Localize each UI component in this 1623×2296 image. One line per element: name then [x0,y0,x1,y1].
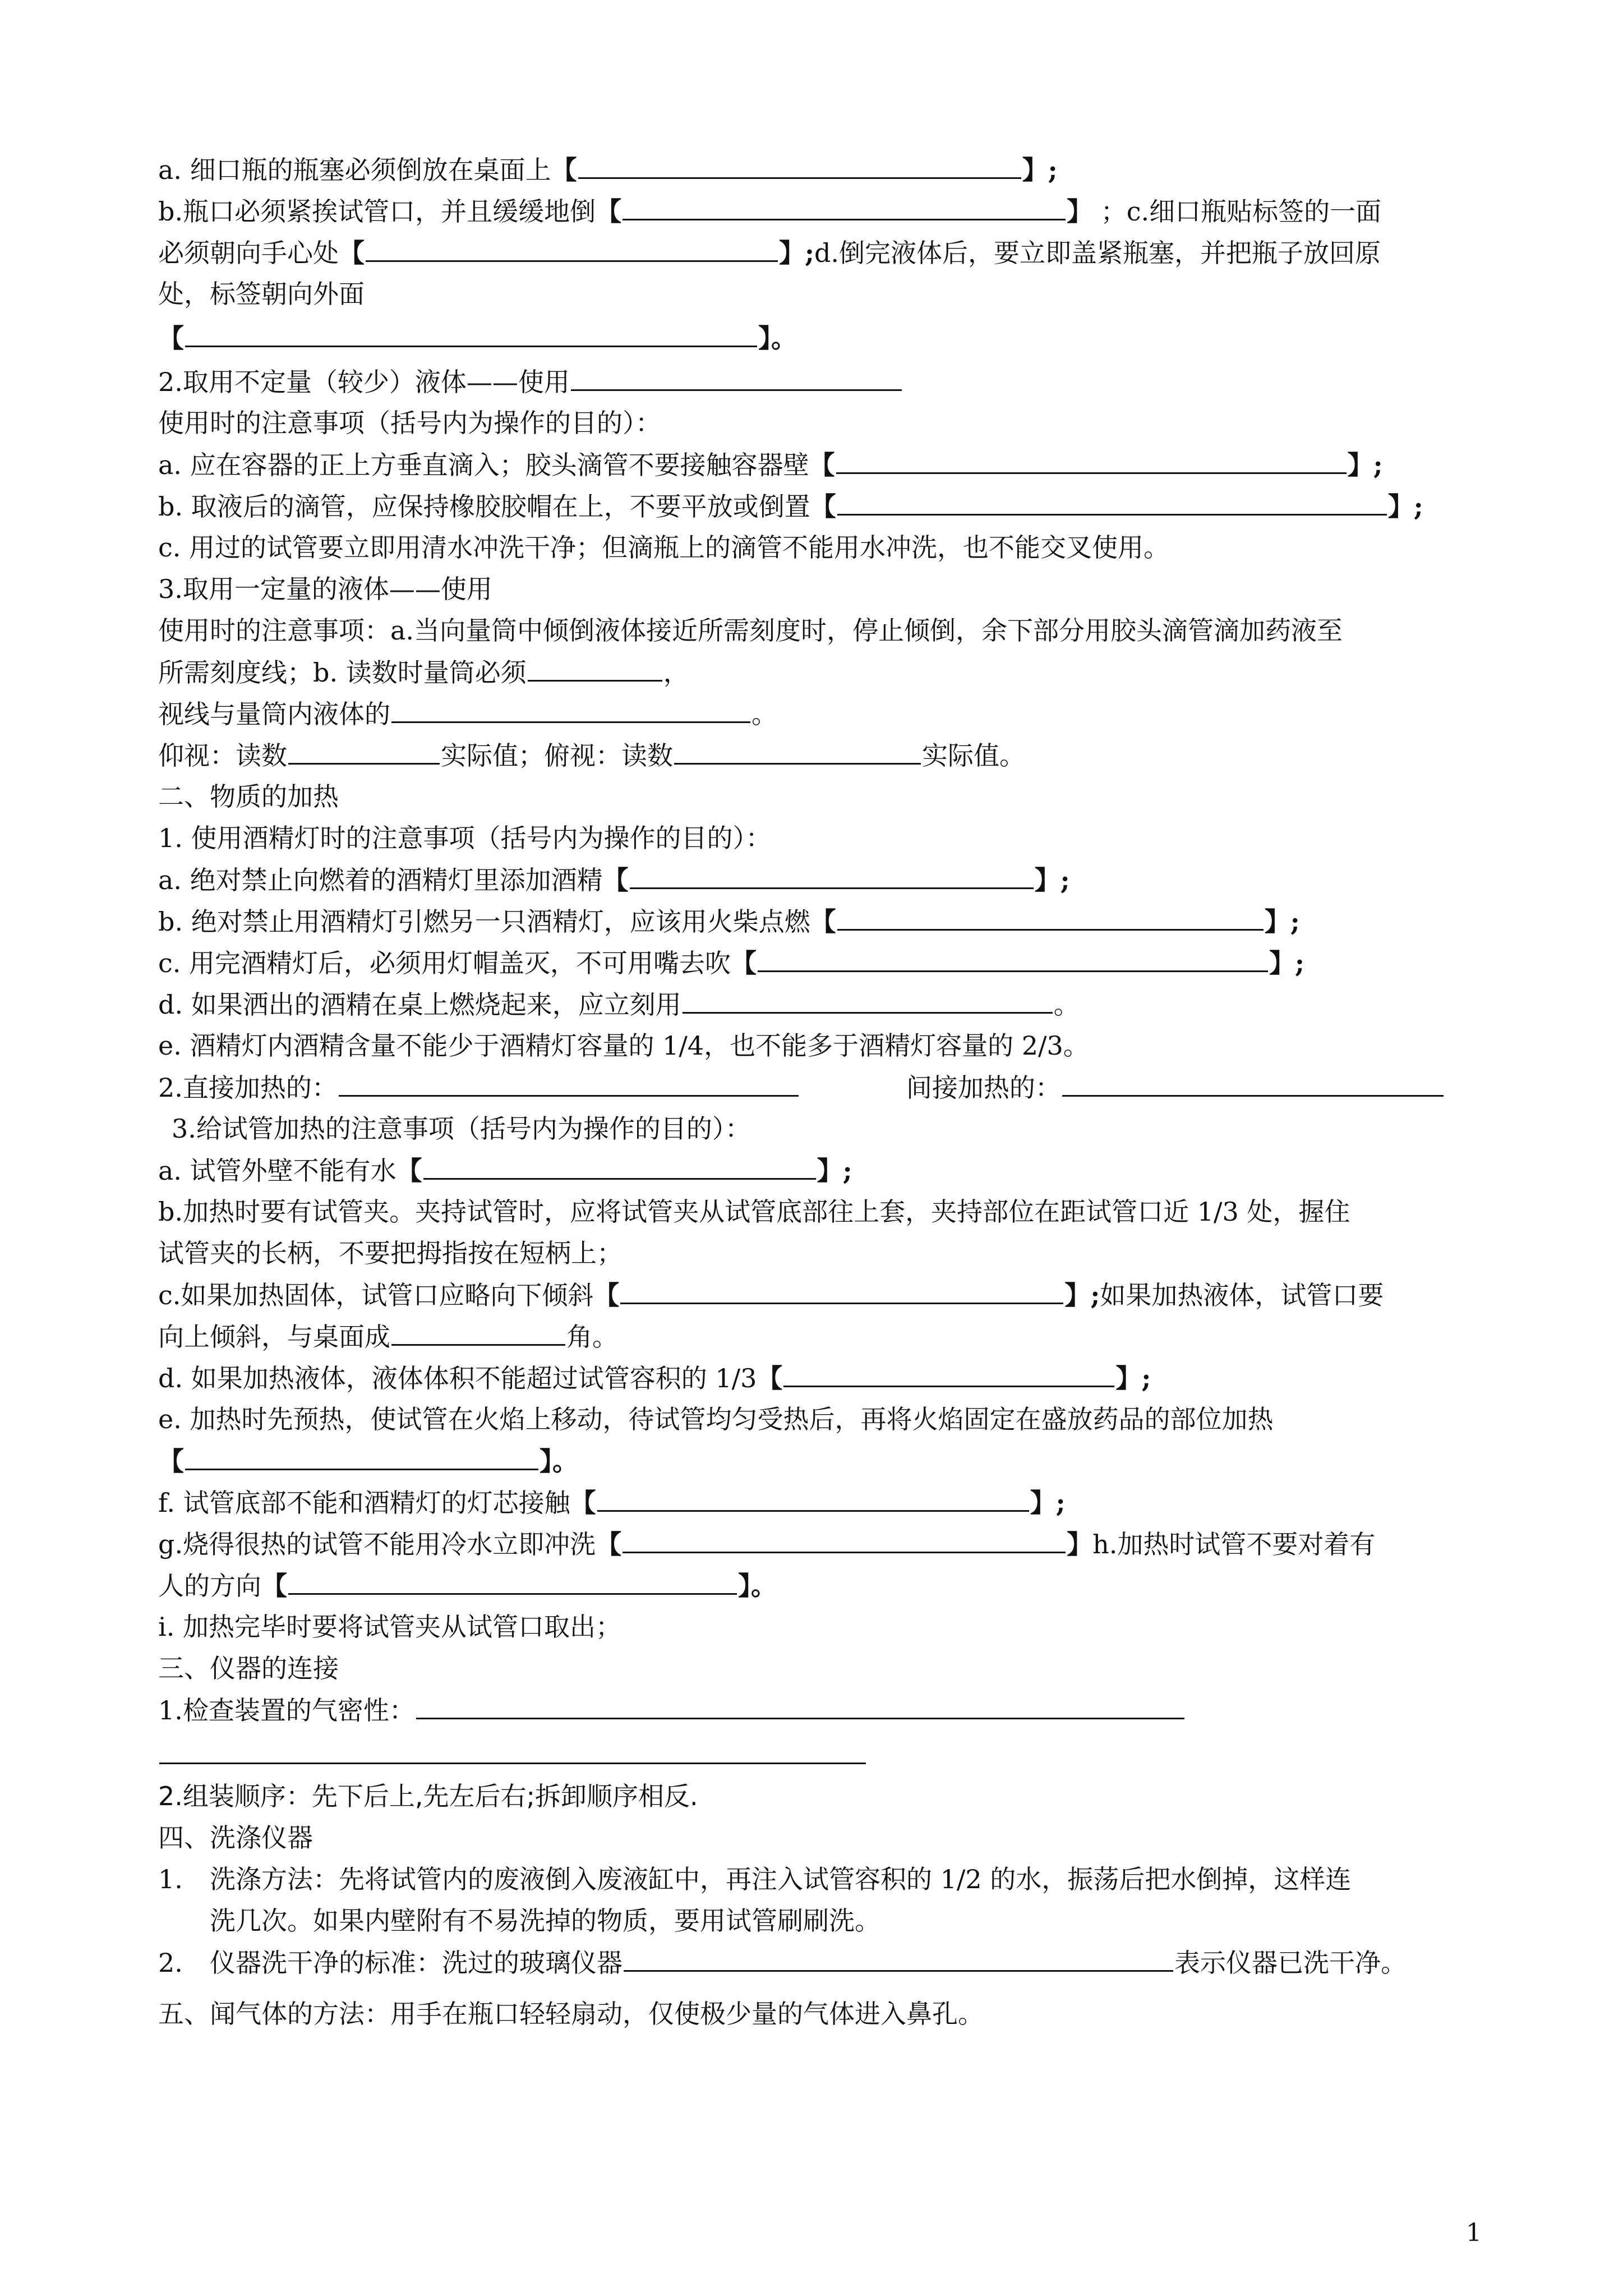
line-d1-blank [158,321,797,356]
line-d1 [158,277,365,312]
text: 使用时的注意事项：a.当向量筒中倾倒液体接近所需刻度时，停止倾倒，余下部分用胶头滴管滴加药液至 [158,615,1343,646]
answer-blank[interactable] [1062,1070,1444,1097]
text: a. 应在容器的正上方垂直滴入；胶头滴管不要接触容器壁 [158,450,809,480]
text: 必须朝向手心处 [158,238,339,268]
text: 四、洗涤仪器 [158,1823,313,1853]
bracket-close: 】; [1387,491,1423,522]
text: 三、仪器的连接 [158,1653,339,1683]
text: 。 [751,699,777,729]
line-w1 [158,1862,1351,1897]
line-h3g [158,1527,1375,1562]
line-h1a [158,863,1070,898]
bracket-open: 【 [596,1529,622,1559]
bracket-close: 】; [1064,1280,1100,1310]
text: 实际值；俯视：读数 [441,740,673,771]
bracket-open: 【 [570,1488,596,1518]
line-2a [158,448,1383,482]
line-h3h [158,1568,777,1603]
answer-blank[interactable] [366,236,778,262]
line-c1-blank2 [158,1738,867,1773]
bracket-close: 】 [1067,1529,1093,1559]
answer-blank[interactable] [339,1070,799,1097]
answer-blank[interactable] [758,946,1268,972]
text: h.加热时试管不要对着有 [1092,1529,1376,1559]
bracket-open: 【 [551,155,577,185]
answer-blank[interactable] [288,1568,737,1595]
line-h3i [158,1610,621,1645]
bracket-close: 】。 [540,1446,578,1476]
answer-blank[interactable] [416,1693,1184,1719]
bracket-close: 】; [1269,948,1304,978]
line-h1 [158,821,772,856]
answer-blank[interactable] [159,1738,866,1764]
text: 所需刻度线；b. 读数时量筒必须 [158,657,527,688]
text: a. 细口瓶的瓶塞必须倒放在桌面上 [158,155,551,185]
section-5-heading [158,1997,984,2032]
page-number: 1 [1466,2219,1482,2247]
bracket-open: 【 [596,196,622,227]
bracket-open: 【 [757,1363,783,1393]
text: e. 酒精灯内酒精含量不能少于酒精灯容量的 1/4，也不能多于酒精灯容量的 2/3。 [158,1030,1089,1061]
answer-blank[interactable] [578,153,1021,179]
text: i. 加热完毕时要将试管夹从试管口取出； [158,1612,621,1642]
line-3 [158,572,492,607]
line-h3b [158,1195,1350,1230]
text: 实际值。 [922,740,1025,771]
answer-blank[interactable] [624,1945,1173,1972]
list-number: 1. [158,1864,183,1894]
answer-blank[interactable] [288,738,440,765]
text: d. 如果加热液体，液体体积不能超过试管容积的 1/3 [158,1363,757,1393]
bracket-open: 【 [396,1156,422,1186]
line-b1: b.瓶口必须紧挨试管口，并且缓缓地倒【 】 ；c.细口瓶贴标签的一面 [158,194,1381,229]
answer-blank[interactable] [423,1153,816,1180]
line-3-notes [158,614,1343,648]
bracket-close: 】; [1264,907,1300,937]
line-h3b2 [158,1236,623,1271]
line-a1 [158,153,1058,187]
answer-blank[interactable] [620,1278,1063,1304]
bracket-close: 】; [1115,1363,1151,1393]
answer-blank[interactable] [597,1485,1029,1512]
answer-blank[interactable] [623,1527,1066,1553]
line-h3d [158,1361,1151,1396]
answer-blank[interactable] [391,697,750,723]
line-c1 [158,236,1381,270]
text: c.细口瓶贴标签的一面 [1126,196,1382,227]
bracket-close: 】; [1030,1488,1066,1518]
text: 人的方向 [158,1571,261,1601]
answer-blank[interactable] [837,489,1387,516]
text: b. 取液后的滴管，应保持橡胶胶帽在上，不要平放或倒置 [158,491,810,522]
text: 2.直接加热的： [158,1073,338,1103]
bracket-close: 】; [1347,450,1383,480]
line-2 [158,365,903,399]
text: c. 用过的试管要立即用清水冲洗干净；但滴瓶上的滴管不能用水冲洗，也不能交叉使用。 [158,532,1170,563]
text: b.加热时要有试管夹。夹持试管时，应将试管夹从试管底部往上套，夹持部位在距试管口近 1/3 处，握住 [158,1197,1350,1227]
line-2b [158,489,1423,524]
answer-blank[interactable] [528,655,662,682]
text: 视线与量筒内液体的 [158,699,390,729]
line-h3a [158,1153,852,1188]
text: 洗涤方法：先将试管内的废液倒入废液缸中，再注入试管容积的 1/2 的水，振荡后把水倒掉，这样连 [210,1864,1352,1894]
text: 表示仪器已洗干净。 [1174,1948,1407,1978]
line-h1b [158,904,1300,939]
line-notes [158,406,661,441]
line-h3c2 [158,1319,618,1354]
text: ， [663,657,689,688]
text: 如果加热液体，试管口要 [1100,1280,1384,1310]
bracket-close: 】。 [758,323,797,353]
text: 3.取用一定量的液体——使用 [158,574,492,604]
bracket-open: 【 [261,1571,287,1601]
answer-blank[interactable] [630,863,1034,889]
text: 五、闻气体的方法：用手在瓶口轻轻扇动，仅使极少量的气体进入鼻孔。 [158,1999,984,2029]
line-3b [158,655,689,690]
text: b. 绝对禁止用酒精灯引燃另一只酒精灯，应该用火柴点燃 [158,907,810,937]
line-h3e-blank [158,1444,578,1479]
bracket-open: 【 [158,323,184,353]
text: 角。 [566,1322,618,1352]
text: a. 绝对禁止向燃着的酒精灯里添加酒精 [158,865,603,895]
text: g.烧得很热的试管不能用冷水立即冲洗 [158,1529,596,1559]
text: 洗几次。如果内壁附有不易洗掉的物质，要用试管刷刷洗。 [210,1906,880,1936]
line-h1d [158,987,1080,1022]
text: 使用时的注意事项（括号内为操作的目的）： [158,408,661,438]
answer-blank[interactable] [683,987,1053,1014]
text: 处，标签朝向外面 [158,279,365,309]
line-w2 [158,1945,1407,1980]
answer-blank[interactable] [623,194,1066,220]
answer-blank[interactable] [185,1444,538,1470]
bracket-close: 】 [1067,196,1093,227]
bracket-open: 【 [602,865,629,895]
line-h2 [158,1070,1445,1105]
bracket-open: 【 [339,238,365,268]
line-3d [158,738,1025,773]
line-h3e [158,1402,1273,1437]
bracket-open: 【 [810,491,836,522]
answer-blank[interactable] [783,1361,1114,1387]
line-h1e [158,1029,1089,1064]
line-w1b [210,1904,880,1939]
text: d. 如果洒出的酒精在桌上燃烧起来，应立刻用 [158,990,681,1020]
line-h3f [158,1485,1066,1520]
text: 二、物质的加热 [158,781,339,812]
answer-blank[interactable] [185,321,757,347]
bracket-close: 】; [817,1156,852,1186]
text: 3.给试管加热的注意事项（括号内为操作的目的）： [172,1114,751,1144]
line-3c [158,697,777,731]
bracket-open: 【 [158,1446,184,1476]
answer-blank[interactable] [571,365,902,391]
text: c.如果加热固体，试管口应略向下倾斜 [158,1280,594,1310]
line-h3 [172,1112,751,1147]
text: 间接加热的： [906,1073,1061,1103]
bracket-open: 【 [809,450,835,480]
answer-blank[interactable] [836,448,1347,474]
line-c2 [158,1779,698,1814]
text: 试管夹的长柄，不要把拇指按在短柄上； [158,1238,623,1268]
text: f. 试管底部不能和酒精灯的灯芯接触 [158,1488,570,1518]
line-h1c [158,946,1304,981]
bracket-open: 【 [731,948,757,978]
text: 1. 使用酒精灯时的注意事项（括号内为操作的目的）： [158,823,772,853]
answer-blank[interactable] [837,904,1264,931]
text: c. 用完酒精灯后，必须用灯帽盖灭，不可用嘴去吹 [158,948,731,978]
text: d.倒完液体后，要立即盖紧瓶塞，并把瓶子放回原 [814,238,1381,268]
list-number: 2. [158,1948,183,1978]
text: 。 [1053,990,1080,1020]
line-h3c [158,1278,1384,1313]
section-4-heading [158,1821,313,1856]
bracket-close: 】; [779,238,814,268]
bracket-open: 【 [593,1280,620,1310]
text: 2.取用不定量（较少）液体——使用 [158,367,570,397]
text: a. 试管外壁不能有水 [158,1156,396,1186]
text: 2.组装顺序：先下后上,先左后右;拆卸顺序相反. [158,1781,698,1811]
answer-blank[interactable] [674,738,921,765]
answer-blank[interactable] [391,1319,565,1346]
line-c1-airtight [158,1693,1186,1728]
bracket-close: 】; [1022,155,1058,185]
bracket-close: 】; [1034,865,1070,895]
line-2c [158,531,1169,565]
section-3-heading [158,1651,339,1686]
section-2-heading [158,780,339,815]
text: e. 加热时先预热，使试管在火焰上移动，待试管均匀受热后，再将火焰固定在盛放药品的部位加热 [158,1404,1274,1434]
text: 1.检查装置的气密性： [158,1695,415,1726]
text: b.瓶口必须紧挨试管口，并且缓缓地倒 [158,196,596,227]
text: 仰视：读数 [158,740,287,771]
bracket-open: 【 [810,907,836,937]
text: 仪器洗干净的标准：洗过的玻璃仪器 [210,1948,623,1978]
bracket-close: 】。 [738,1571,777,1601]
text: 向上倾斜，与桌面成 [158,1322,390,1352]
